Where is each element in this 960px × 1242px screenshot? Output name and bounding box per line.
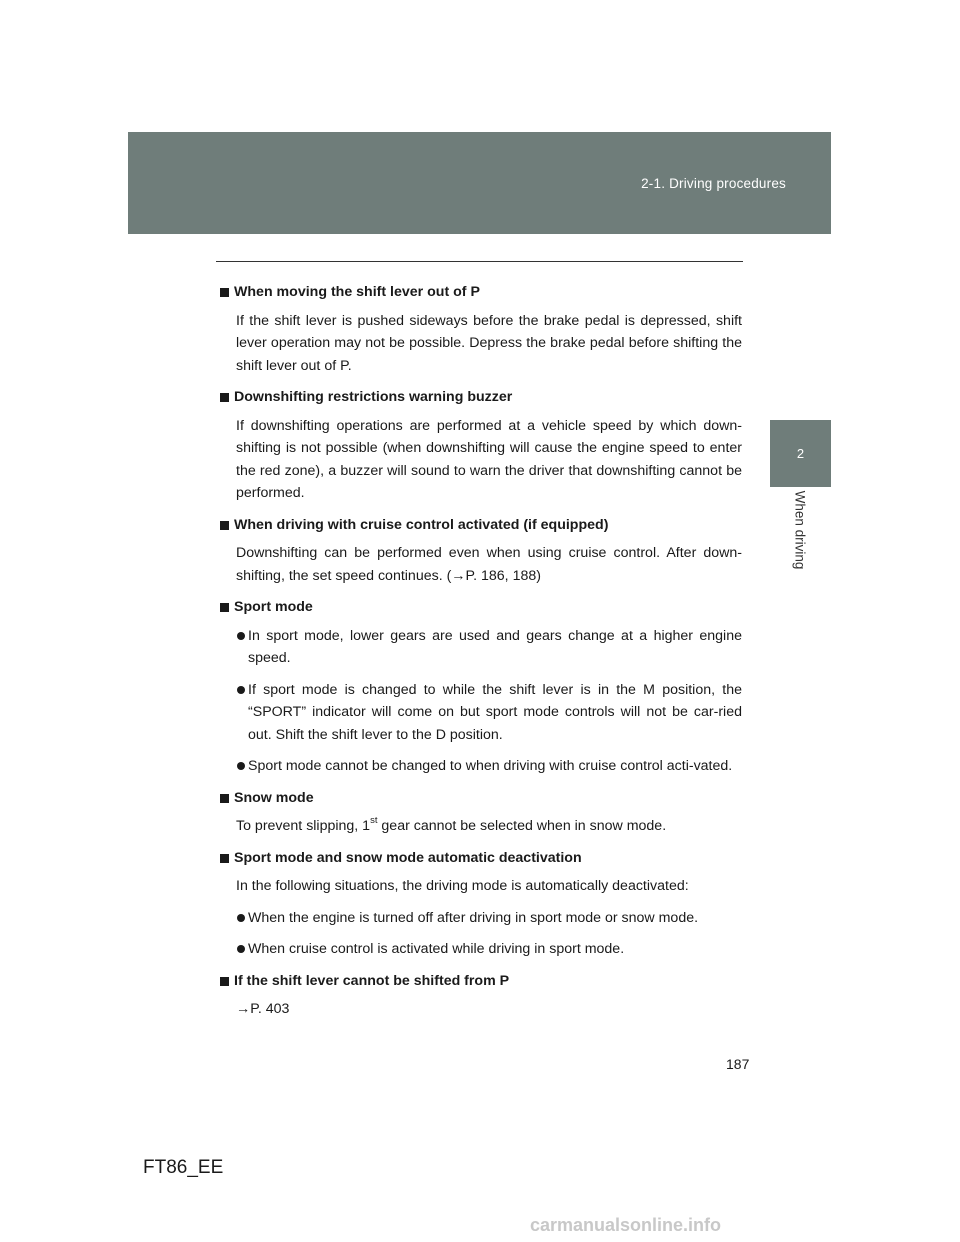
round-bullet-icon (237, 762, 245, 770)
square-bullet-icon (220, 977, 229, 986)
page-reference-link[interactable]: →P. 403 (236, 1001, 290, 1017)
chapter-number: 2 (796, 446, 805, 461)
page-content (220, 281, 742, 1030)
section-text: Downshifting can be performed even when using cruise control. After down-shifting, the set speed continues. (→P. 186, 188) (236, 545, 742, 584)
square-bullet-icon (220, 393, 229, 402)
square-bullet-icon (220, 854, 229, 863)
round-bullet-icon (237, 945, 245, 953)
chapter-tab (770, 420, 831, 487)
list-item: If sport mode is changed to while the shift lever is in the M position, the “SPORT” indicator will come on but sport mode controls will not be car-ried out. Shift the shift lever to the D position. (236, 679, 742, 747)
square-bullet-icon (220, 794, 229, 803)
section-heading: Snow mode (220, 787, 742, 810)
round-bullet-icon (237, 914, 245, 922)
top-rule (216, 261, 743, 262)
list-item: When cruise control is activated while driving in sport mode. (236, 938, 742, 961)
document-code: FT86_EE (143, 1157, 224, 1178)
square-bullet-icon (220, 288, 229, 297)
square-bullet-icon (220, 521, 229, 530)
round-bullet-icon (237, 686, 245, 694)
square-bullet-icon (220, 603, 229, 612)
section-heading: Sport mode (220, 596, 742, 619)
section-heading: When moving the shift lever out of P (220, 281, 742, 304)
section-text: If the shift lever is pushed sideways before the brake pedal is depressed, shift lever operation may not be possible. Depress the brake pedal before shifting the shift lever out of P. (236, 312, 742, 374)
section-heading: When driving with cruise control activated (if equipped) (220, 514, 742, 537)
section-text: To prevent slipping, 1st gear cannot be selected when in snow mode. (236, 815, 667, 834)
watermark: carmanualsonline.info (530, 1215, 722, 1235)
page-number: 187 (726, 1056, 750, 1072)
section-text: In the following situations, the driving mode is automatically deactivated: (236, 878, 689, 894)
header-band (128, 132, 831, 234)
section-heading: Sport mode and snow mode automatic deactivation (220, 847, 742, 870)
round-bullet-icon (237, 632, 245, 640)
section-heading: Downshifting restrictions warning buzzer (220, 386, 742, 409)
chapter-label-text: When driving (792, 490, 808, 570)
list-item: When the engine is turned off after driving in sport mode or snow mode. (236, 907, 742, 930)
section-text: If downshifting operations are performed at a vehicle speed by which down-shifting is not possible (when downshifting will cause the engine speed to enter the red zone), a buzzer will sound to warn the driver that downshifting cannot be performed. (236, 417, 742, 501)
section-heading: If the shift lever cannot be shifted from P (220, 970, 742, 993)
section-title: 2-1. Driving procedures (641, 176, 786, 191)
list-item: Sport mode cannot be changed to when driving with cruise control acti-vated. (236, 755, 742, 778)
list-item: In sport mode, lower gears are used and gears change at a higher engine speed. (236, 625, 742, 670)
